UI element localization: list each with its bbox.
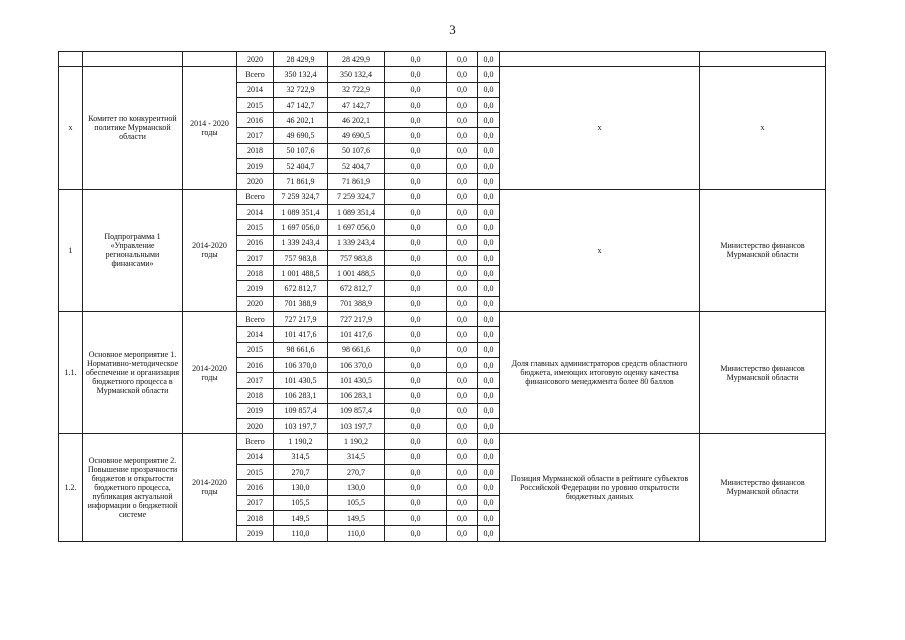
total-amount-cell: 130,0: [274, 480, 328, 495]
executor-cell: Министерство финансов Мурманской области: [700, 312, 826, 434]
local-budget-cell: 0,0: [447, 465, 478, 480]
total-amount-cell: 101 417,6: [274, 327, 328, 342]
local-budget-cell: 0,0: [447, 388, 478, 403]
year-cell: 2014: [237, 449, 274, 464]
other-sources-cell: 0,0: [478, 449, 500, 464]
local-budget-cell: 0,0: [447, 159, 478, 174]
total-amount-cell: 49 690,5: [274, 128, 328, 143]
other-sources-cell: 0,0: [478, 465, 500, 480]
regional-budget-cell: 130,0: [328, 480, 385, 495]
federal-budget-cell: 0,0: [385, 419, 447, 434]
year-cell: 2019: [237, 526, 274, 541]
total-amount-cell: 314,5: [274, 449, 328, 464]
row-number-cell: 1: [59, 189, 83, 311]
total-amount-cell: 47 142,7: [274, 97, 328, 112]
regional-budget-cell: 109 857,4: [328, 403, 385, 418]
regional-budget-cell: 270,7: [328, 465, 385, 480]
federal-budget-cell: 0,0: [385, 312, 447, 327]
federal-budget-cell: 0,0: [385, 373, 447, 388]
total-amount-cell: 7 259 324,7: [274, 189, 328, 204]
executor-cell: x: [700, 67, 826, 189]
period-cell: [183, 52, 237, 67]
other-sources-cell: 0,0: [478, 357, 500, 372]
total-amount-cell: 701 388,9: [274, 296, 328, 311]
federal-budget-cell: 0,0: [385, 204, 447, 219]
federal-budget-cell: 0,0: [385, 250, 447, 265]
total-amount-cell: 149,5: [274, 510, 328, 525]
table-row: [59, 189, 826, 204]
federal-budget-cell: 0,0: [385, 235, 447, 250]
other-sources-cell: 0,0: [478, 434, 500, 449]
other-sources-cell: 0,0: [478, 128, 500, 143]
federal-budget-cell: 0,0: [385, 495, 447, 510]
other-sources-cell: 0,0: [478, 52, 500, 67]
federal-budget-cell: 0,0: [385, 128, 447, 143]
year-cell: 2016: [237, 357, 274, 372]
year-cell: 2018: [237, 388, 274, 403]
total-amount-cell: 109 857,4: [274, 403, 328, 418]
year-cell: 2020: [237, 419, 274, 434]
regional-budget-cell: 105,5: [328, 495, 385, 510]
table-body: [59, 52, 826, 542]
local-budget-cell: 0,0: [447, 327, 478, 342]
local-budget-cell: 0,0: [447, 189, 478, 204]
total-amount-cell: 1 339 243,4: [274, 235, 328, 250]
other-sources-cell: 0,0: [478, 250, 500, 265]
year-cell: 2015: [237, 220, 274, 235]
item-name-cell: [83, 52, 183, 67]
other-sources-cell: 0,0: [478, 281, 500, 296]
regional-budget-cell: 52 404,7: [328, 159, 385, 174]
federal-budget-cell: 0,0: [385, 220, 447, 235]
total-amount-cell: 98 661,6: [274, 342, 328, 357]
federal-budget-cell: 0,0: [385, 357, 447, 372]
federal-budget-cell: 0,0: [385, 327, 447, 342]
local-budget-cell: 0,0: [447, 266, 478, 281]
local-budget-cell: 0,0: [447, 434, 478, 449]
year-cell: 2018: [237, 266, 274, 281]
regional-budget-cell: 28 429,9: [328, 52, 385, 67]
local-budget-cell: 0,0: [447, 82, 478, 97]
federal-budget-cell: 0,0: [385, 449, 447, 464]
local-budget-cell: 0,0: [447, 220, 478, 235]
period-cell: 2014-2020 годы: [183, 312, 237, 434]
regional-budget-cell: 149,5: [328, 510, 385, 525]
federal-budget-cell: 0,0: [385, 281, 447, 296]
other-sources-cell: 0,0: [478, 480, 500, 495]
other-sources-cell: 0,0: [478, 97, 500, 112]
local-budget-cell: 0,0: [447, 510, 478, 525]
year-cell: 2017: [237, 250, 274, 265]
year-cell: 2015: [237, 465, 274, 480]
local-budget-cell: 0,0: [447, 495, 478, 510]
year-cell: 2017: [237, 373, 274, 388]
other-sources-cell: 0,0: [478, 67, 500, 82]
year-cell: 2019: [237, 159, 274, 174]
other-sources-cell: 0,0: [478, 189, 500, 204]
indicator-cell: Позиция Мурманской области в рейтинге субъектов Российской Федерации по уровню открытости бюджетных данных: [500, 434, 700, 541]
year-cell: 2015: [237, 97, 274, 112]
table-row: [59, 52, 826, 67]
regional-budget-cell: 314,5: [328, 449, 385, 464]
total-amount-cell: 46 202,1: [274, 113, 328, 128]
local-budget-cell: 0,0: [447, 97, 478, 112]
table-row: [59, 312, 826, 327]
item-name-cell: Подпрограмма 1 «Управление региональными финансами»: [83, 189, 183, 311]
year-cell: 2019: [237, 281, 274, 296]
period-cell: 2014-2020 годы: [183, 189, 237, 311]
local-budget-cell: 0,0: [447, 128, 478, 143]
other-sources-cell: 0,0: [478, 419, 500, 434]
federal-budget-cell: 0,0: [385, 296, 447, 311]
regional-budget-cell: 350 132,4: [328, 67, 385, 82]
row-number-cell: 1.2.: [59, 434, 83, 541]
total-amount-cell: 32 722,9: [274, 82, 328, 97]
year-cell: 2016: [237, 113, 274, 128]
local-budget-cell: 0,0: [447, 342, 478, 357]
year-cell: 2014: [237, 204, 274, 219]
other-sources-cell: 0,0: [478, 266, 500, 281]
regional-budget-cell: 1 001 488,5: [328, 266, 385, 281]
federal-budget-cell: 0,0: [385, 82, 447, 97]
year-cell: 2016: [237, 480, 274, 495]
page-number: 3: [449, 22, 456, 37]
local-budget-cell: 0,0: [447, 296, 478, 311]
regional-budget-cell: 1 697 056,0: [328, 220, 385, 235]
total-amount-cell: 110,0: [274, 526, 328, 541]
regional-budget-cell: 1 190,2: [328, 434, 385, 449]
local-budget-cell: 0,0: [447, 67, 478, 82]
federal-budget-cell: 0,0: [385, 434, 447, 449]
federal-budget-cell: 0,0: [385, 465, 447, 480]
indicator-cell: Доля главных администраторов средств областного бюджета, имеющих итоговую оценку качества финансового менеджмента более 80 баллов: [500, 312, 700, 434]
local-budget-cell: 0,0: [447, 250, 478, 265]
local-budget-cell: 0,0: [447, 52, 478, 67]
regional-budget-cell: 757 983,8: [328, 250, 385, 265]
total-amount-cell: 103 197,7: [274, 419, 328, 434]
other-sources-cell: 0,0: [478, 143, 500, 158]
federal-budget-cell: 0,0: [385, 67, 447, 82]
total-amount-cell: 1 697 056,0: [274, 220, 328, 235]
federal-budget-cell: 0,0: [385, 266, 447, 281]
federal-budget-cell: 0,0: [385, 52, 447, 67]
other-sources-cell: 0,0: [478, 510, 500, 525]
year-cell: 2020: [237, 174, 274, 189]
year-cell: 2014: [237, 327, 274, 342]
total-amount-cell: 672 812,7: [274, 281, 328, 296]
regional-budget-cell: 49 690,5: [328, 128, 385, 143]
other-sources-cell: 0,0: [478, 388, 500, 403]
federal-budget-cell: 0,0: [385, 113, 447, 128]
total-amount-cell: 28 429,9: [274, 52, 328, 67]
year-cell: Всего: [237, 312, 274, 327]
regional-budget-cell: 71 861,9: [328, 174, 385, 189]
regional-budget-cell: 47 142,7: [328, 97, 385, 112]
year-cell: Всего: [237, 67, 274, 82]
total-amount-cell: 270,7: [274, 465, 328, 480]
regional-budget-cell: 672 812,7: [328, 281, 385, 296]
other-sources-cell: 0,0: [478, 403, 500, 418]
table-row: [59, 67, 826, 82]
year-cell: 2020: [237, 52, 274, 67]
total-amount-cell: 52 404,7: [274, 159, 328, 174]
other-sources-cell: 0,0: [478, 296, 500, 311]
total-amount-cell: 1 001 488,5: [274, 266, 328, 281]
item-name-cell: Основное мероприятие 2. Повышение прозрачности бюджетов и открытости бюджетного процесса, публикация актуальной информации о бюджетной системе: [83, 434, 183, 541]
other-sources-cell: 0,0: [478, 495, 500, 510]
item-name-cell: Основное мероприятие 1. Нормативно-методическое обеспечение и организация бюджетного процесса в Мурманской области: [83, 312, 183, 434]
local-budget-cell: 0,0: [447, 419, 478, 434]
regional-budget-cell: 701 388,9: [328, 296, 385, 311]
other-sources-cell: 0,0: [478, 113, 500, 128]
federal-budget-cell: 0,0: [385, 388, 447, 403]
federal-budget-cell: 0,0: [385, 97, 447, 112]
other-sources-cell: 0,0: [478, 373, 500, 388]
total-amount-cell: 1 190,2: [274, 434, 328, 449]
year-cell: Всего: [237, 189, 274, 204]
regional-budget-cell: 106 370,0: [328, 357, 385, 372]
indicator-cell: x: [500, 189, 700, 311]
local-budget-cell: 0,0: [447, 373, 478, 388]
year-cell: 2020: [237, 296, 274, 311]
program-funding-table: [58, 51, 826, 542]
regional-budget-cell: 727 217,9: [328, 312, 385, 327]
period-cell: 2014 - 2020 годы: [183, 67, 237, 189]
regional-budget-cell: 98 661,6: [328, 342, 385, 357]
other-sources-cell: 0,0: [478, 342, 500, 357]
other-sources-cell: 0,0: [478, 82, 500, 97]
indicator-cell: x: [500, 67, 700, 189]
row-number-cell: [59, 52, 83, 67]
row-number-cell: x: [59, 67, 83, 189]
year-cell: 2014: [237, 82, 274, 97]
federal-budget-cell: 0,0: [385, 174, 447, 189]
regional-budget-cell: 106 283,1: [328, 388, 385, 403]
local-budget-cell: 0,0: [447, 449, 478, 464]
total-amount-cell: 101 430,5: [274, 373, 328, 388]
local-budget-cell: 0,0: [447, 526, 478, 541]
total-amount-cell: 106 283,1: [274, 388, 328, 403]
federal-budget-cell: 0,0: [385, 480, 447, 495]
other-sources-cell: 0,0: [478, 159, 500, 174]
other-sources-cell: 0,0: [478, 235, 500, 250]
local-budget-cell: 0,0: [447, 143, 478, 158]
regional-budget-cell: 32 722,9: [328, 82, 385, 97]
other-sources-cell: 0,0: [478, 327, 500, 342]
executor-cell: Министерство финансов Мурманской области: [700, 189, 826, 311]
regional-budget-cell: 101 430,5: [328, 373, 385, 388]
federal-budget-cell: 0,0: [385, 510, 447, 525]
local-budget-cell: 0,0: [447, 174, 478, 189]
federal-budget-cell: 0,0: [385, 143, 447, 158]
regional-budget-cell: 46 202,1: [328, 113, 385, 128]
regional-budget-cell: 103 197,7: [328, 419, 385, 434]
year-cell: 2017: [237, 495, 274, 510]
total-amount-cell: 71 861,9: [274, 174, 328, 189]
regional-budget-cell: 110,0: [328, 526, 385, 541]
federal-budget-cell: 0,0: [385, 342, 447, 357]
federal-budget-cell: 0,0: [385, 189, 447, 204]
total-amount-cell: 106 370,0: [274, 357, 328, 372]
other-sources-cell: 0,0: [478, 204, 500, 219]
local-budget-cell: 0,0: [447, 357, 478, 372]
row-number-cell: 1.1.: [59, 312, 83, 434]
federal-budget-cell: 0,0: [385, 526, 447, 541]
regional-budget-cell: 1 339 243,4: [328, 235, 385, 250]
local-budget-cell: 0,0: [447, 204, 478, 219]
executor-cell: Министерство финансов Мурманской области: [700, 434, 826, 541]
indicator-cell: [500, 52, 700, 67]
local-budget-cell: 0,0: [447, 312, 478, 327]
local-budget-cell: 0,0: [447, 281, 478, 296]
total-amount-cell: 727 217,9: [274, 312, 328, 327]
local-budget-cell: 0,0: [447, 480, 478, 495]
total-amount-cell: 350 132,4: [274, 67, 328, 82]
federal-budget-cell: 0,0: [385, 159, 447, 174]
total-amount-cell: 757 983,8: [274, 250, 328, 265]
period-cell: 2014-2020 годы: [183, 434, 237, 541]
table-row: [59, 434, 826, 449]
regional-budget-cell: 50 107,6: [328, 143, 385, 158]
executor-cell: [700, 52, 826, 67]
regional-budget-cell: 1 089 351,4: [328, 204, 385, 219]
year-cell: 2019: [237, 403, 274, 418]
year-cell: 2018: [237, 143, 274, 158]
local-budget-cell: 0,0: [447, 235, 478, 250]
local-budget-cell: 0,0: [447, 403, 478, 418]
other-sources-cell: 0,0: [478, 174, 500, 189]
year-cell: 2018: [237, 510, 274, 525]
year-cell: Всего: [237, 434, 274, 449]
year-cell: 2016: [237, 235, 274, 250]
regional-budget-cell: 101 417,6: [328, 327, 385, 342]
other-sources-cell: 0,0: [478, 220, 500, 235]
local-budget-cell: 0,0: [447, 113, 478, 128]
year-cell: 2015: [237, 342, 274, 357]
item-name-cell: Комитет по конкурентной политике Мурманской области: [83, 67, 183, 189]
total-amount-cell: 50 107,6: [274, 143, 328, 158]
total-amount-cell: 105,5: [274, 495, 328, 510]
other-sources-cell: 0,0: [478, 526, 500, 541]
regional-budget-cell: 7 259 324,7: [328, 189, 385, 204]
total-amount-cell: 1 089 351,4: [274, 204, 328, 219]
federal-budget-cell: 0,0: [385, 403, 447, 418]
other-sources-cell: 0,0: [478, 312, 500, 327]
year-cell: 2017: [237, 128, 274, 143]
